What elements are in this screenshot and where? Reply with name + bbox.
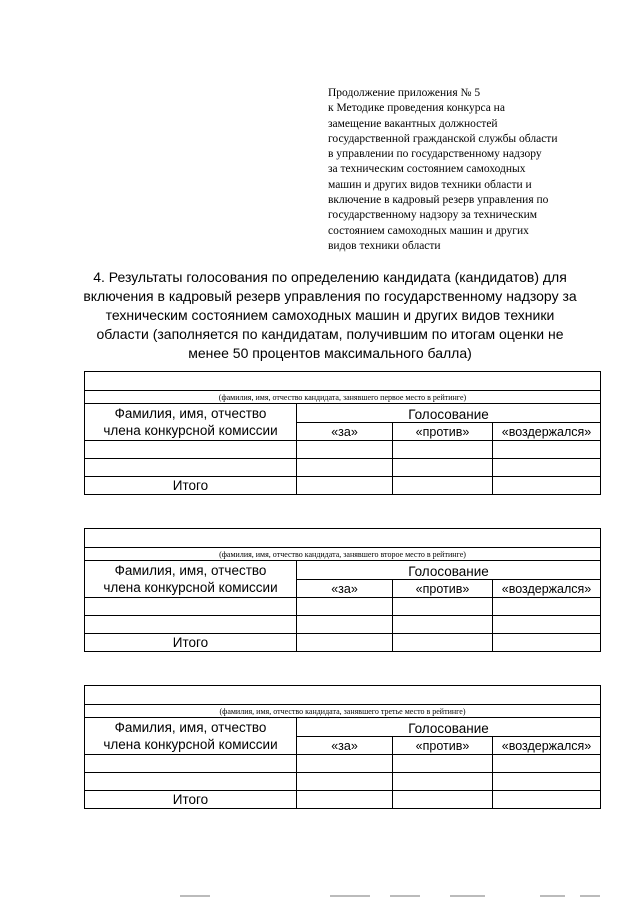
col-abstain: «воздержался» [493, 737, 601, 755]
member-header [85, 404, 297, 441]
section-title-line: техническим состоянием самоходных машин и других видов техники [105, 307, 555, 323]
col-against: «против» [393, 580, 493, 598]
appendix-title: Продолжение приложения № 5 [328, 87, 481, 99]
member-header [85, 561, 297, 598]
table-row [85, 773, 601, 791]
total-for-cell[interactable] [297, 477, 393, 495]
appendix-line: государственному надзору за техническим [328, 209, 538, 222]
section-title-line: менее 50 процентов максимального балла) [188, 345, 472, 361]
abstain-cell[interactable] [493, 755, 601, 773]
appendix-line: за техническим состоянием самоходных [328, 163, 526, 176]
member-header-line: члена конкурсной комиссии [103, 423, 278, 438]
scan-mark [390, 895, 420, 897]
voting-table-second [84, 528, 601, 652]
scan-mark [540, 895, 565, 897]
section-title-line: включения в кадровый резерв управления по государственному надзору за [83, 288, 577, 304]
col-against: «против» [393, 423, 493, 441]
appendix-line: замещение вакантных должностей [328, 117, 498, 130]
total-against-cell[interactable] [393, 477, 493, 495]
total-label: Итого [85, 634, 297, 652]
col-for: «за» [297, 737, 393, 755]
candidate-name-cell[interactable] [85, 529, 601, 548]
appendix-line: государственной гражданской службы области [328, 132, 558, 145]
total-row [85, 791, 601, 809]
total-label: Итого [85, 477, 297, 495]
for-cell[interactable] [297, 441, 393, 459]
voting-table-third [84, 685, 601, 809]
col-for: «за» [297, 580, 393, 598]
member-cell[interactable] [85, 459, 297, 477]
appendix-line: к Методике проведения конкурса на [328, 102, 505, 115]
for-cell[interactable] [297, 616, 393, 634]
appendix-line: в управлении по государственному надзору [328, 148, 542, 161]
for-cell[interactable] [297, 459, 393, 477]
scan-mark [180, 895, 210, 897]
candidate-name-cell[interactable] [85, 686, 601, 705]
section-title-line: области (заполняется по кандидатам, получившим по итогам оценки не [96, 326, 564, 342]
against-cell[interactable] [393, 441, 493, 459]
against-cell[interactable] [393, 598, 493, 616]
voting-header: Голосование [297, 404, 601, 423]
member-cell[interactable] [85, 598, 297, 616]
for-cell[interactable] [297, 773, 393, 791]
candidate-caption: (фамилия, имя, отчество кандидата, занявшего второе место в рейтинге) [85, 548, 601, 561]
table-row [85, 755, 601, 773]
table-row [85, 598, 601, 616]
member-cell[interactable] [85, 441, 297, 459]
total-against-cell[interactable] [393, 634, 493, 652]
abstain-cell[interactable] [493, 459, 601, 477]
col-for: «за» [297, 423, 393, 441]
member-cell[interactable] [85, 773, 297, 791]
for-cell[interactable] [297, 755, 393, 773]
total-row [85, 477, 601, 495]
candidate-name-cell[interactable] [85, 372, 601, 391]
bottom-scan-marks [160, 893, 600, 899]
member-header-line: члена конкурсной комиссии [103, 737, 278, 752]
total-for-cell[interactable] [297, 634, 393, 652]
total-label: Итого [85, 791, 297, 809]
member-cell[interactable] [85, 616, 297, 634]
total-for-cell[interactable] [297, 791, 393, 809]
total-against-cell[interactable] [393, 791, 493, 809]
member-header-line: Фамилия, имя, отчество [114, 720, 267, 735]
appendix-line: машин и других видов техники области и [328, 178, 532, 191]
against-cell[interactable] [393, 459, 493, 477]
total-abstain-cell[interactable] [493, 791, 601, 809]
member-header [85, 718, 297, 755]
scan-mark [450, 895, 485, 897]
total-row [85, 634, 601, 652]
abstain-cell[interactable] [493, 598, 601, 616]
section-title-line: 4. Результаты голосования по определению кандидата (кандидатов) для [93, 269, 567, 285]
candidate-caption: (фамилия, имя, отчество кандидата, занявшего первое место в рейтинге) [85, 391, 601, 404]
abstain-cell[interactable] [493, 773, 601, 791]
col-abstain: «воздержался» [493, 423, 601, 441]
appendix-line: состоянием самоходных машин и других [328, 224, 529, 237]
col-abstain: «воздержался» [493, 580, 601, 598]
col-against: «против» [393, 737, 493, 755]
appendix-header [328, 86, 608, 254]
against-cell[interactable] [393, 773, 493, 791]
voting-header: Голосование [297, 718, 601, 737]
appendix-line: включение в кадровый резерв управления по [328, 194, 549, 207]
voting-header: Голосование [297, 561, 601, 580]
abstain-cell[interactable] [493, 441, 601, 459]
voting-table-first [84, 371, 601, 495]
section-title [70, 268, 590, 363]
table-row [85, 441, 601, 459]
member-header-line: Фамилия, имя, отчество [114, 563, 267, 578]
member-header-line: члена конкурсной комиссии [103, 580, 278, 595]
against-cell[interactable] [393, 755, 493, 773]
total-abstain-cell[interactable] [493, 477, 601, 495]
for-cell[interactable] [297, 598, 393, 616]
scan-mark [580, 895, 600, 897]
candidate-caption: (фамилия, имя, отчество кандидата, занявшего третье место в рейтинге) [85, 705, 601, 718]
scan-mark [330, 895, 370, 897]
appendix-line: видов техники области [328, 239, 441, 252]
table-row [85, 459, 601, 477]
total-abstain-cell[interactable] [493, 634, 601, 652]
member-header-line: Фамилия, имя, отчество [114, 406, 267, 421]
table-row [85, 616, 601, 634]
member-cell[interactable] [85, 755, 297, 773]
abstain-cell[interactable] [493, 616, 601, 634]
against-cell[interactable] [393, 616, 493, 634]
